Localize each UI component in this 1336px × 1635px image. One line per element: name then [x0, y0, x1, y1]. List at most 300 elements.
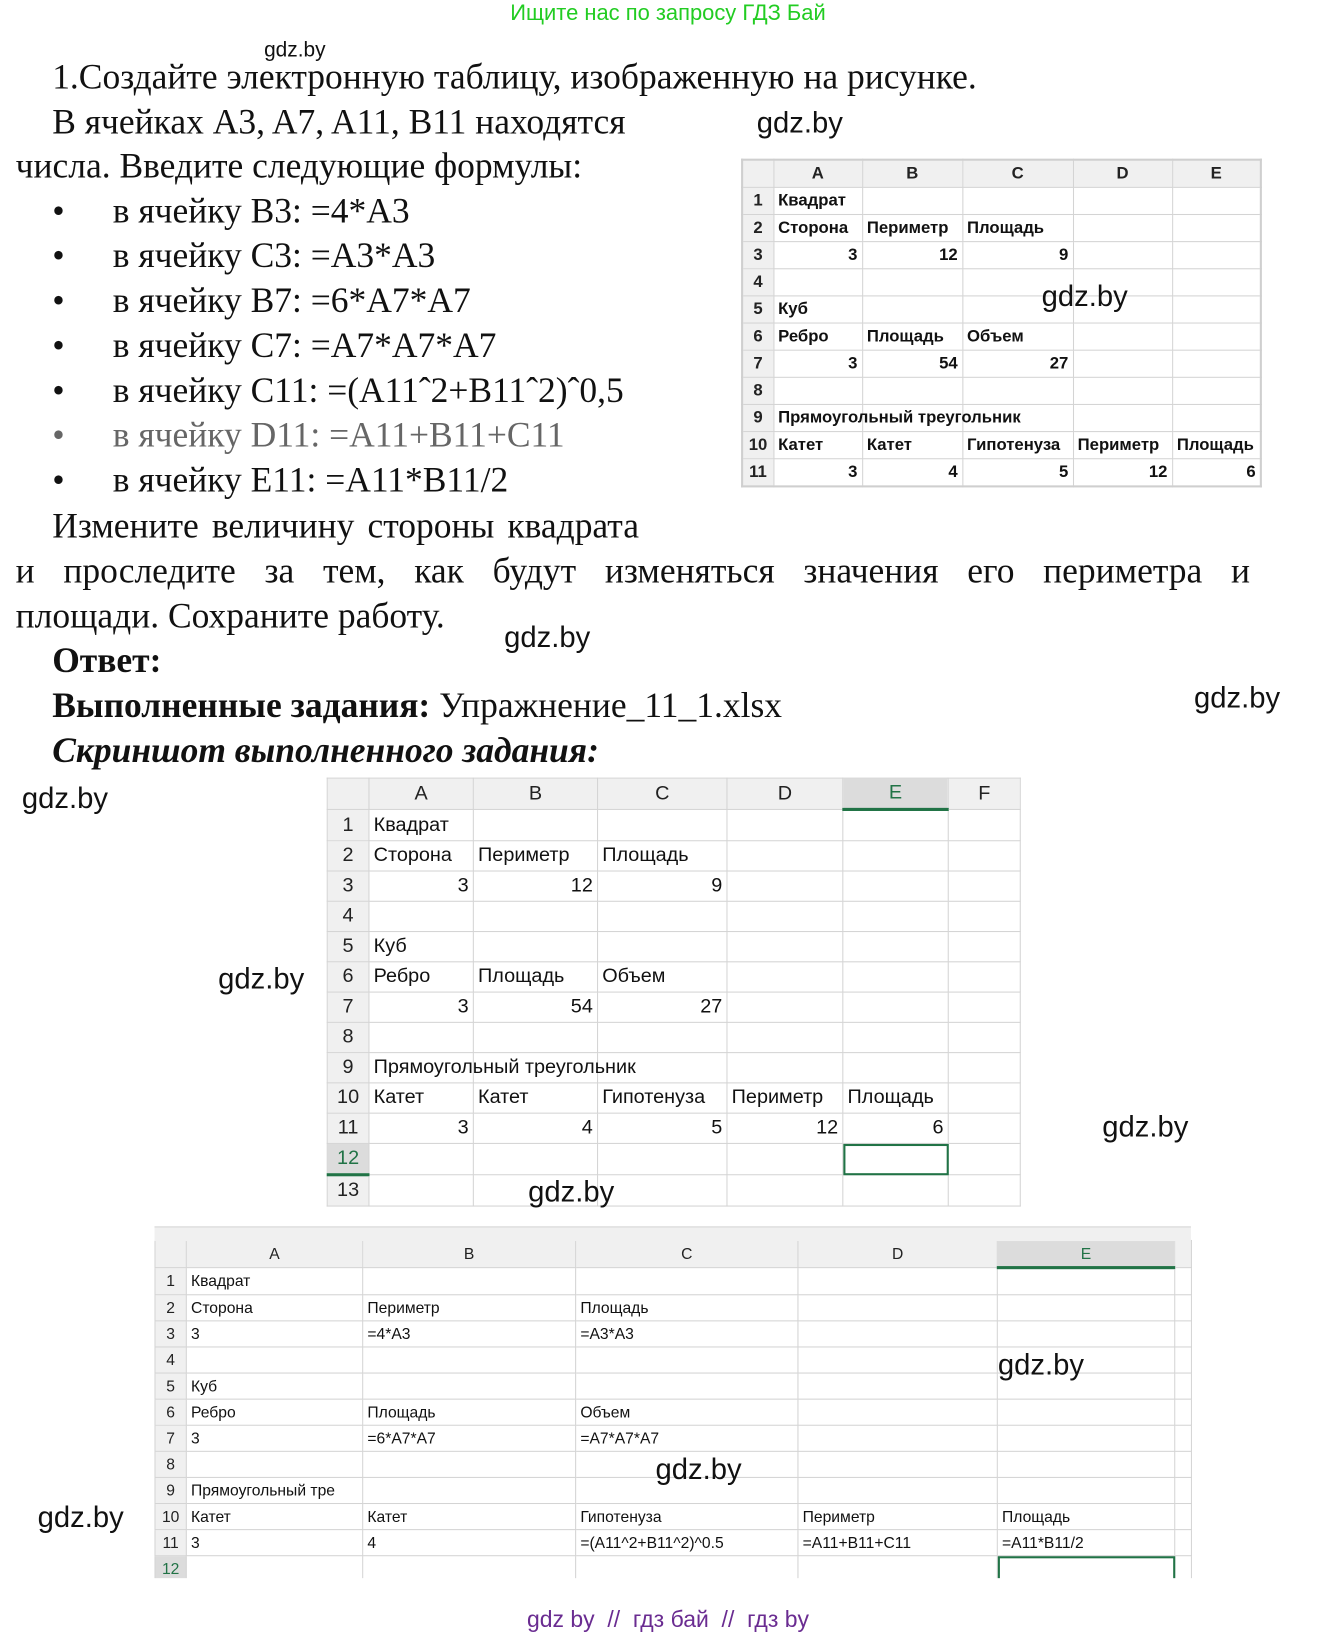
sheet-row [742, 377, 1261, 404]
bullet-icon: • [52, 371, 65, 411]
cell[interactable] [1172, 323, 1261, 350]
cell[interactable]: Объем [576, 1399, 798, 1425]
column-header-E[interactable]: E [843, 778, 948, 809]
cell[interactable] [948, 992, 1020, 1022]
cell[interactable] [843, 1022, 948, 1052]
sheet-row [742, 432, 1261, 459]
cell[interactable]: Площадь [862, 323, 962, 350]
row-header[interactable]: 8 [742, 377, 773, 404]
cell[interactable] [862, 269, 962, 296]
column-header-B[interactable]: B [862, 160, 962, 188]
cell[interactable]: 3 [773, 350, 862, 377]
cell[interactable]: =A11+B11+C11 [798, 1530, 997, 1556]
formula-item: в ячейку B3: =4*A3 [112, 192, 410, 231]
row-header[interactable]: 6 [327, 962, 369, 992]
sheet-row [155, 1399, 1191, 1425]
cell[interactable] [1172, 242, 1261, 269]
select-all-corner[interactable] [327, 778, 369, 809]
cell[interactable] [727, 841, 843, 871]
cell[interactable] [948, 901, 1020, 931]
cell[interactable] [473, 1022, 597, 1052]
cell[interactable]: Катет [363, 1504, 576, 1530]
cell[interactable] [1172, 187, 1261, 214]
bullet-icon: • [52, 416, 65, 456]
cell[interactable] [598, 932, 727, 962]
cell[interactable]: Площадь [363, 1399, 576, 1425]
cell[interactable]: 12 [1073, 459, 1172, 487]
select-all-corner[interactable] [155, 1240, 186, 1267]
row-header[interactable]: 5 [155, 1373, 186, 1399]
task-line-1: 1.Создайте электронную таблицу, изображенную на рисунке. [52, 58, 977, 98]
cell[interactable] [948, 1175, 1020, 1206]
cell[interactable] [948, 1022, 1020, 1052]
cell[interactable] [727, 901, 843, 931]
watermark: gdz.by [264, 38, 326, 62]
column-header-row [742, 160, 1261, 188]
row-header[interactable]: 10 [155, 1504, 186, 1530]
cell[interactable]: 3 [369, 1113, 473, 1143]
cell[interactable]: 3 [186, 1425, 362, 1451]
column-header-D[interactable]: D [727, 778, 843, 809]
row-header[interactable]: 9 [742, 404, 773, 431]
sheet-row [327, 809, 1020, 840]
cell[interactable] [186, 1347, 362, 1373]
column-header-D[interactable]: D [1073, 160, 1172, 188]
formula-item: в ячейку C11: =(A11ˆ2+B11ˆ2)ˆ0,5 [112, 371, 624, 411]
sheet-row [742, 404, 1261, 431]
row-header[interactable]: 4 [742, 269, 773, 296]
cell[interactable] [798, 1347, 997, 1373]
select-all-corner[interactable] [742, 160, 773, 188]
cell[interactable] [948, 932, 1020, 962]
column-header-A[interactable]: A [773, 160, 862, 188]
sheet-row [327, 871, 1020, 901]
row-header[interactable]: 2 [155, 1295, 186, 1321]
header-banner: Ищите нас по запросу ГДЗ Бай [510, 1, 826, 26]
cell[interactable] [576, 1373, 798, 1399]
cell[interactable]: Периметр [862, 214, 962, 241]
cell[interactable]: Квадрат [369, 809, 473, 840]
cell[interactable] [727, 1143, 843, 1174]
cell[interactable]: Гипотенуза [598, 1083, 727, 1113]
cell[interactable] [369, 1143, 473, 1174]
cell[interactable] [798, 1268, 997, 1295]
cell[interactable] [862, 296, 962, 323]
column-header-F[interactable]: F [948, 778, 1020, 809]
cell[interactable]: Гипотенуза [962, 432, 1073, 459]
watermark: gdz.by [997, 1348, 1084, 1381]
cell[interactable] [997, 1451, 1174, 1477]
cell[interactable] [862, 377, 962, 404]
cell[interactable]: 54 [473, 992, 597, 1022]
cell[interactable]: 3 [773, 459, 862, 487]
cell[interactable] [798, 1425, 997, 1451]
cell[interactable] [1073, 323, 1172, 350]
sheet-row [155, 1530, 1191, 1556]
cell[interactable] [1073, 187, 1172, 214]
sheet-row [155, 1504, 1191, 1530]
row-header[interactable]: 5 [742, 296, 773, 323]
cell[interactable]: 12 [727, 1113, 843, 1143]
cell[interactable] [843, 962, 948, 992]
cell[interactable] [948, 871, 1020, 901]
watermark: gdz.by [21, 781, 109, 815]
cell[interactable] [369, 901, 473, 931]
cell[interactable] [1175, 1399, 1192, 1425]
cell[interactable] [948, 809, 1020, 840]
cell[interactable]: 3 [369, 871, 473, 901]
cell[interactable] [369, 1022, 473, 1052]
cell[interactable]: =A11*B11/2 [997, 1530, 1174, 1556]
cell[interactable]: Периметр [727, 1083, 843, 1113]
sheet-row [327, 1143, 1020, 1174]
cell[interactable]: Сторона [369, 841, 473, 871]
cell[interactable] [1175, 1530, 1192, 1556]
cell[interactable] [363, 1268, 576, 1295]
row-header[interactable]: 1 [742, 187, 773, 214]
cell[interactable] [186, 1451, 362, 1477]
task-line-4: Измените величину стороны квадрата [52, 507, 639, 546]
cell[interactable] [473, 809, 597, 840]
row-header[interactable]: 4 [327, 901, 369, 931]
cell[interactable] [1073, 350, 1172, 377]
cell[interactable]: 3 [186, 1321, 362, 1347]
column-header-A[interactable]: A [369, 778, 473, 809]
watermark: gdz.by [1041, 279, 1128, 313]
cell[interactable]: Площадь [473, 962, 597, 992]
cell[interactable] [1175, 1373, 1192, 1399]
sheet-row [155, 1268, 1191, 1295]
cell[interactable] [363, 1477, 576, 1503]
cell[interactable]: 12 [862, 242, 962, 269]
cell[interactable] [798, 1373, 997, 1399]
cell[interactable] [773, 269, 862, 296]
bullet-icon: • [52, 461, 65, 500]
cell[interactable] [598, 809, 727, 840]
cell[interactable] [862, 187, 962, 214]
answer-label: Ответ: [52, 641, 162, 681]
sheet-row [742, 242, 1261, 269]
cell[interactable]: 3 [773, 242, 862, 269]
row-header[interactable]: 11 [742, 459, 773, 487]
cell[interactable] [576, 1268, 798, 1295]
cell[interactable]: 4 [862, 459, 962, 487]
row-header[interactable]: 1 [155, 1268, 186, 1295]
cell[interactable] [1175, 1451, 1192, 1477]
column-header-blank[interactable] [1175, 1240, 1192, 1267]
cell[interactable]: Куб [773, 296, 862, 323]
cell[interactable] [1073, 404, 1172, 431]
sheet-row [327, 1175, 1020, 1206]
cell[interactable]: 6 [843, 1113, 948, 1143]
cell[interactable] [1172, 214, 1261, 241]
cell[interactable]: 3 [369, 992, 473, 1022]
cell[interactable]: Катет [369, 1083, 473, 1113]
cell[interactable] [576, 1347, 798, 1373]
done-label: Выполненные задания: [52, 686, 431, 726]
bullet-icon: • [52, 236, 65, 276]
cell[interactable]: 54 [862, 350, 962, 377]
cell[interactable]: Куб [186, 1373, 362, 1399]
column-header-E[interactable]: E [997, 1240, 1174, 1267]
row-header[interactable]: 8 [327, 1022, 369, 1052]
cell[interactable] [473, 1143, 597, 1174]
cell[interactable] [1175, 1321, 1192, 1347]
cell[interactable] [1172, 350, 1261, 377]
cell[interactable]: Катет [186, 1504, 362, 1530]
cell[interactable] [843, 871, 948, 901]
cell[interactable] [1073, 377, 1172, 404]
cell[interactable] [363, 1451, 576, 1477]
cell[interactable] [843, 809, 948, 840]
cell[interactable] [962, 187, 1073, 214]
row-header[interactable]: 10 [327, 1083, 369, 1113]
column-header-B[interactable]: B [363, 1240, 576, 1267]
row-header[interactable]: 7 [742, 350, 773, 377]
cell[interactable]: Объем [962, 323, 1073, 350]
cell[interactable]: Периметр [363, 1295, 576, 1321]
row-header[interactable]: 1 [327, 809, 369, 840]
column-header-D[interactable]: D [798, 1240, 997, 1267]
sheet-row [742, 350, 1261, 377]
watermark: gdz.by [756, 106, 843, 139]
cell[interactable]: Сторона [773, 214, 862, 241]
cell[interactable] [997, 1425, 1174, 1451]
cell[interactable]: Прямоугольный треугольник [369, 1053, 473, 1083]
cell[interactable] [1175, 1347, 1192, 1373]
cell[interactable] [1175, 1295, 1192, 1321]
cell[interactable] [473, 932, 597, 962]
cell[interactable]: Ребро [369, 962, 473, 992]
cell[interactable] [1073, 242, 1172, 269]
row-header[interactable]: 6 [742, 323, 773, 350]
cell[interactable]: Катет [473, 1083, 597, 1113]
row-header[interactable]: 8 [155, 1451, 186, 1477]
cell[interactable] [798, 1451, 997, 1477]
cell[interactable] [948, 1053, 1020, 1083]
cell[interactable] [962, 377, 1073, 404]
row-header[interactable]: 11 [327, 1113, 369, 1143]
sheet-row [327, 1053, 1020, 1083]
cell[interactable] [598, 1175, 727, 1206]
row-header[interactable]: 2 [327, 841, 369, 871]
cell[interactable] [843, 1143, 948, 1174]
cell[interactable] [843, 841, 948, 871]
cell[interactable]: Ребро [773, 323, 862, 350]
cell[interactable]: 4 [473, 1113, 597, 1143]
formulas-spreadsheet [154, 1240, 1191, 1584]
cell[interactable] [948, 841, 1020, 871]
cell[interactable] [843, 992, 948, 1022]
done-line [52, 686, 782, 728]
row-header[interactable]: 9 [327, 1053, 369, 1083]
screenshot-label: Скриншот выполненного задания: [52, 731, 599, 771]
column-header-C[interactable]: C [576, 1240, 798, 1267]
formula-item: в ячейку C7: =A7*A7*A7 [112, 326, 497, 366]
row-header[interactable]: 12 [155, 1556, 186, 1583]
cell[interactable]: Куб [369, 932, 473, 962]
cell[interactable] [1172, 269, 1261, 296]
row-header[interactable]: 2 [742, 214, 773, 241]
cell[interactable]: Катет [862, 432, 962, 459]
cell[interactable]: Прямоугольный тре [186, 1477, 362, 1503]
cell[interactable] [1073, 214, 1172, 241]
cell[interactable] [1175, 1477, 1192, 1503]
cell[interactable]: 4 [363, 1530, 576, 1556]
cell[interactable] [997, 1399, 1174, 1425]
cell[interactable] [473, 901, 597, 931]
row-header[interactable]: 9 [155, 1477, 186, 1503]
cell[interactable] [1172, 296, 1261, 323]
cell[interactable]: Объем [598, 962, 727, 992]
sheet-row [742, 459, 1261, 487]
cell[interactable]: Сторона [186, 1295, 362, 1321]
cell[interactable] [948, 1083, 1020, 1113]
cell[interactable] [997, 1295, 1174, 1321]
sheet-row [155, 1425, 1191, 1451]
row-header[interactable]: 3 [742, 242, 773, 269]
row-header[interactable]: 5 [327, 932, 369, 962]
cell[interactable] [598, 901, 727, 931]
cell[interactable]: Периметр [1073, 432, 1172, 459]
cell[interactable] [369, 1175, 473, 1206]
footer-links: gdz by // гдз бай // гдз by [526, 1606, 809, 1633]
row-header[interactable]: 13 [327, 1175, 369, 1206]
sheet-row [327, 1083, 1020, 1113]
sheet-row [327, 992, 1020, 1022]
formula-item: в ячейку B7: =6*A7*A7 [112, 281, 471, 321]
cell[interactable]: 6 [1172, 459, 1261, 487]
cell[interactable] [598, 1022, 727, 1052]
cell[interactable] [727, 809, 843, 840]
bullet-icon: • [52, 326, 65, 366]
column-header-A[interactable]: A [186, 1240, 362, 1267]
row-header[interactable]: 11 [155, 1530, 186, 1556]
sheet-row [327, 841, 1020, 871]
cell[interactable]: =A7*A7*A7 [576, 1425, 798, 1451]
cell[interactable]: Квадрат [186, 1268, 362, 1295]
cell[interactable]: Площадь [576, 1295, 798, 1321]
column-header-B[interactable]: B [473, 778, 597, 809]
cell[interactable] [1172, 377, 1261, 404]
cell[interactable]: 3 [186, 1530, 362, 1556]
cell[interactable]: Катет [773, 432, 862, 459]
cell[interactable] [1175, 1268, 1192, 1295]
cell[interactable]: Площадь [962, 214, 1073, 241]
cell[interactable] [798, 1295, 997, 1321]
cell[interactable] [727, 871, 843, 901]
row-header[interactable]: 6 [155, 1399, 186, 1425]
cell[interactable]: Площадь [598, 841, 727, 871]
cell[interactable] [727, 932, 843, 962]
row-header[interactable]: 3 [155, 1321, 186, 1347]
row-header[interactable]: 3 [327, 871, 369, 901]
cell[interactable]: Площадь [997, 1504, 1174, 1530]
cell[interactable] [997, 1321, 1174, 1347]
row-header[interactable]: 4 [155, 1347, 186, 1373]
cell[interactable] [363, 1347, 576, 1373]
cell[interactable]: =(A11^2+B11^2)^0.5 [576, 1530, 798, 1556]
cell[interactable]: Ребро [186, 1399, 362, 1425]
column-header-C[interactable]: C [598, 778, 727, 809]
cell[interactable]: Квадрат [773, 187, 862, 214]
cell[interactable] [798, 1477, 997, 1503]
cell[interactable] [843, 932, 948, 962]
row-header[interactable]: 7 [155, 1425, 186, 1451]
sheet-row [742, 296, 1261, 323]
cell[interactable] [948, 1143, 1020, 1174]
cell[interactable] [948, 962, 1020, 992]
cell[interactable]: Прямоугольный треугольник [773, 404, 862, 431]
row-header[interactable]: 10 [742, 432, 773, 459]
cell[interactable] [727, 992, 843, 1022]
cell[interactable] [997, 1268, 1174, 1295]
cell[interactable] [843, 901, 948, 931]
cell[interactable] [773, 377, 862, 404]
cell[interactable] [997, 1477, 1174, 1503]
cell[interactable] [1175, 1425, 1192, 1451]
cell[interactable] [948, 1113, 1020, 1143]
sheet-row [155, 1295, 1191, 1321]
cell[interactable]: 5 [598, 1113, 727, 1143]
cell[interactable]: =4*A3 [363, 1321, 576, 1347]
sheet-row [742, 323, 1261, 350]
cell[interactable]: =A3*A3 [576, 1321, 798, 1347]
cell[interactable] [727, 1022, 843, 1052]
row-header[interactable]: 12 [327, 1143, 369, 1174]
cell[interactable]: 5 [962, 459, 1073, 487]
cell[interactable]: Гипотенуза [576, 1504, 798, 1530]
cell[interactable]: =6*A7*A7 [363, 1425, 576, 1451]
cell[interactable]: 27 [962, 350, 1073, 377]
cell[interactable] [727, 1053, 843, 1083]
cell[interactable] [843, 1175, 948, 1206]
cell[interactable] [598, 1143, 727, 1174]
column-header-E[interactable]: E [1172, 160, 1261, 188]
cell[interactable] [727, 962, 843, 992]
cell[interactable]: Площадь [1172, 432, 1261, 459]
sheet-row [327, 1022, 1020, 1052]
row-header[interactable]: 7 [327, 992, 369, 1022]
watermark: gdz.by [504, 621, 591, 654]
cell[interactable]: 9 [598, 871, 727, 901]
sheet-row [327, 962, 1020, 992]
sheet-row [742, 214, 1261, 241]
cell[interactable] [798, 1399, 997, 1425]
watermark: gdz.by [1194, 681, 1281, 714]
column-header-row [327, 778, 1020, 809]
watermark: gdz.by [1102, 1110, 1189, 1143]
cell[interactable] [727, 1175, 843, 1206]
cell[interactable]: Площадь [843, 1083, 948, 1113]
cell[interactable] [798, 1321, 997, 1347]
cell[interactable]: 27 [598, 992, 727, 1022]
column-header-C[interactable]: C [962, 160, 1073, 188]
cell[interactable]: 9 [962, 242, 1073, 269]
task-line-6: площади. Сохраните работу. [15, 597, 445, 636]
cell[interactable]: Периметр [473, 841, 597, 871]
cell[interactable] [1175, 1504, 1192, 1530]
done-file: Упражнение_11_1.xlsx [439, 686, 783, 726]
cell[interactable] [843, 1053, 948, 1083]
watermark: gdz.by [528, 1175, 615, 1208]
watermark: gdz.by [218, 962, 305, 995]
cell[interactable]: 12 [473, 871, 597, 901]
cell[interactable]: Периметр [798, 1504, 997, 1530]
sheet-row [327, 1113, 1020, 1143]
cell[interactable] [363, 1373, 576, 1399]
cell[interactable] [1172, 404, 1261, 431]
